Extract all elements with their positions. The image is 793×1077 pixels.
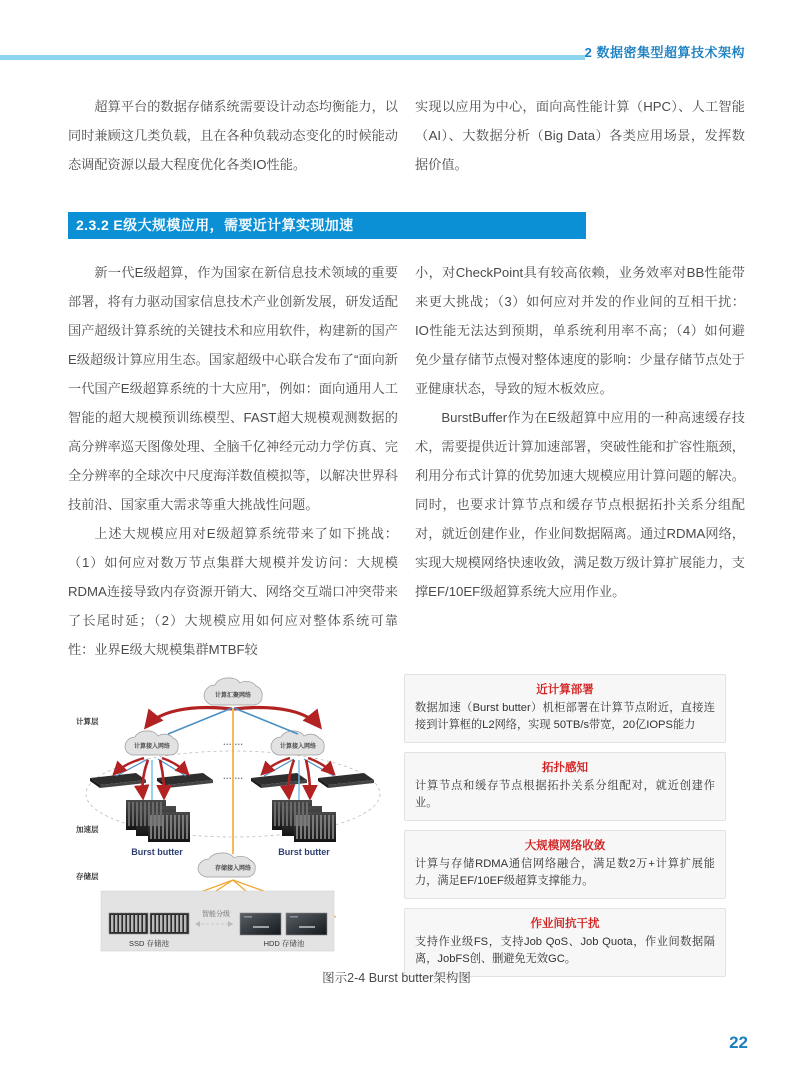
hdd-shelf-1 (240, 913, 281, 935)
info-box-title: 大规模网络收敛 (524, 840, 606, 852)
paragraph-mid-left (68, 258, 398, 664)
tiering-label: 智能分级 (202, 911, 230, 918)
cloud-compute-access-left (125, 731, 178, 755)
svg-text:计算汇聚网络: 计算汇聚网络 (214, 693, 252, 699)
ssd-pool-label: SSD 存储池 (128, 939, 170, 948)
figure-caption: 图示2-4 Burst butter架构图 (322, 971, 471, 985)
burst-buffer-rack-left (126, 800, 190, 842)
burst-buffer-label-left: Burst butter (131, 847, 183, 857)
compute-blade-right-2 (318, 773, 374, 788)
paragraph-mid-right (415, 258, 745, 606)
burst-buffer-label-right: Burst butter (278, 847, 330, 857)
info-box (404, 752, 726, 821)
cloud-storage-access-network (198, 853, 255, 877)
section-heading: 2.3.2 E级大规模应用，需要近计算实现加速 (68, 212, 586, 239)
paragraph-top-left (68, 92, 398, 179)
running-header-title: 2 数据密集型超算技术架构 (584, 45, 745, 60)
page-number: 22 (729, 1033, 748, 1052)
svg-text:计算接入网络: 计算接入网络 (133, 744, 171, 750)
info-box-body: 支持作业级FS，支持Job QoS、Job Quota，作业间数据隔离，JobFS创、删避免无效GC。 (415, 936, 715, 965)
info-box-title: 拓扑感知 (542, 762, 588, 774)
diagram-layer-label-accel: 加速层 (76, 825, 99, 834)
paragraph-top-right (415, 92, 745, 179)
cloud-aggregation-network (204, 678, 262, 705)
paragraph-text: 新一代E级超算，作为国家在新信息技术领域的重要部署，将有力驱动国家信息技术产业创新发展，研发适配国产超级计算系统的关键技术和应用软件，构建新的国产E级超级计算应用生态。国家超级中心联合发布了“面向新一代国产E级超算系统的十大应用”，例如：面向通用人工智能的超大规模预训练模型、FAST超大规模观测数据的高分辨率巡天图像处理、全脑千亿神经元动力学仿真、完全分辨率的全球次中尺度海洋数值模拟等，以解决世界科技前沿、国家重大需求等重大挑战性问题。 (68, 265, 398, 512)
paragraph-text: 实现以应用为中心，面向高性能计算（HPC）、人工智能（AI）、大数据分析（Big Data）各类应用场景，发挥数据价值。 (415, 99, 745, 172)
info-box-list (404, 674, 726, 986)
hdd-shelf-2 (286, 913, 327, 935)
paragraph-text: 超算平台的数据存储系统需要设计动态均衡能力，以同时兼顾这几类负载，且在各种负载动态变化的时候能动态调配资源以最大程度优化各类IO性能。 (68, 99, 398, 172)
ssd-shelf-2 (150, 913, 189, 934)
info-box-body: 数据加速（Burst butter）机柜部署在计算节点附近，直接连接到计算框的L2网络，实现 50TB/s带宽，20亿IOPS能力 (415, 702, 715, 731)
paragraph-text: 小，对CheckPoint具有较高依赖，业务效率对BB性能带来更大挑战；（3）如何应对并发的作业间的互相干扰：IO性能无法达到预期，单系统利用率不高；（4）如何避免少量存储节点慢对整体速度的影响：少量存储节点处于亚健康状态，导致的短木板效应。 (415, 265, 745, 396)
info-box (404, 908, 726, 977)
paragraph-text: 上述大规模应用对E级超算系统带来了如下挑战：（1）如何应对数万节点集群大规模并发访问：大规模RDMA连接导致内存资源开销大、网络交互端口冲突带来了长尾时延；（2）大规模应用如何应对整体系统可靠性：业界E级大规模集群MTBF较 (68, 526, 398, 657)
diagram-ellipsis: … … (222, 737, 244, 747)
diagram-ellipsis: … … (222, 771, 244, 781)
info-box-title: 作业间抗干扰 (530, 918, 600, 930)
info-box-title: 近计算部署 (536, 684, 594, 696)
figure-burst-buffer-architecture (68, 672, 728, 964)
ssd-shelf-1 (109, 913, 148, 934)
info-box-body: 计算与存储RDMA通信网络融合，满足数2万+计算扩展能力，满足EF/10EF级超算支撑能力。 (415, 858, 715, 887)
architecture-diagram (68, 672, 398, 964)
info-box (404, 830, 726, 899)
paragraph-text: BurstBuffer作为在E级超算中应用的一种高速缓存技术，需要提供近计算加速部署，突破性能和扩容性瓶颈，利用分布式计算的优势加速大规模应用计算问题的解决。同时，也要求计算节点和缓存节点根据拓扑关系分组配对，就近创建作业，作业间数据隔离。通过RDMA网络，实现大规模网络快速收敛，满足数万级计算扩展能力，支撑EF/10EF级超算系统大应用作业。 (415, 410, 745, 599)
header-rule (0, 55, 585, 60)
diagram-layer-label-compute: 计算层 (76, 717, 99, 726)
diagram-layer-label-storage: 存储层 (76, 872, 99, 881)
svg-text:存储接入网络: 存储接入网络 (214, 866, 252, 872)
info-box-body: 计算节点和缓存节点根据拓扑关系分组配对，就近创建作业。 (415, 780, 715, 809)
svg-text:计算接入网络: 计算接入网络 (279, 744, 317, 750)
burst-buffer-rack-right (272, 800, 336, 842)
hdd-pool-label: HDD 存储池 (263, 939, 305, 948)
info-box (404, 674, 726, 743)
